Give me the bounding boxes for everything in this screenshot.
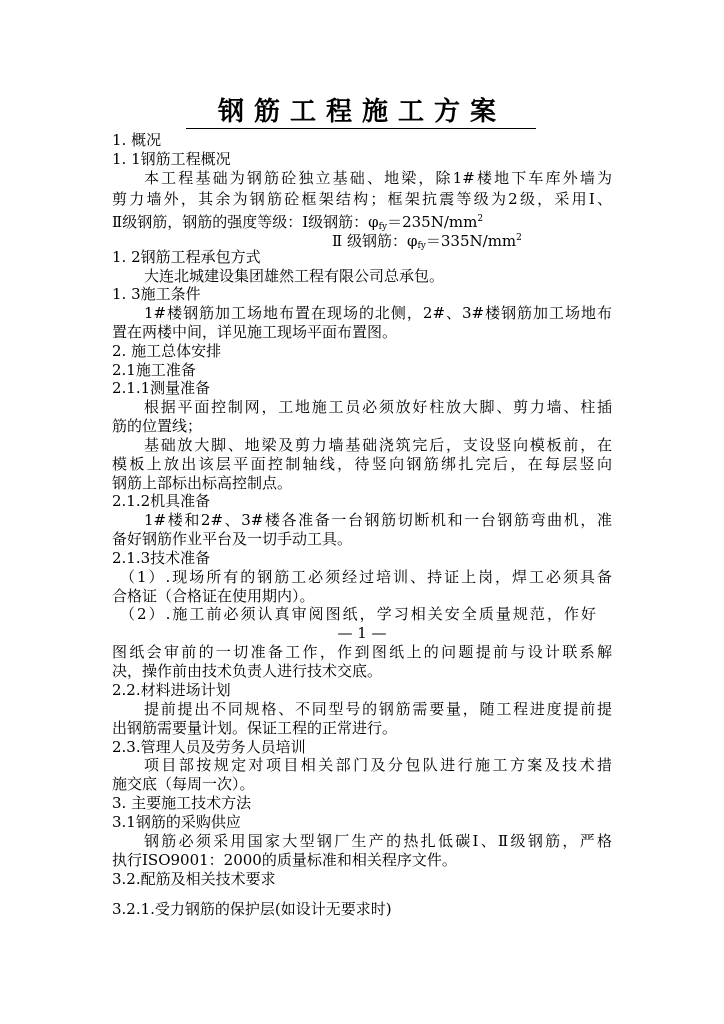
paragraph-line: 执行ISO9001：2000的质量标准和相关程序文件。 bbox=[112, 851, 457, 869]
grade-value: ＝335N/mm bbox=[425, 232, 517, 250]
grade-sub: fy bbox=[417, 241, 426, 251]
paragraph-line: 钢筋必须采用国家大型钢厂生产的热扎低碳Ⅰ、Ⅱ级钢筋，严格 bbox=[144, 832, 612, 850]
heading-2-2: 2.2.材料进场计划 bbox=[112, 681, 231, 699]
heading-2-1-1: 2.1.1测量准备 bbox=[112, 379, 211, 397]
grade-sup: 2 bbox=[516, 233, 522, 243]
paragraph-line: 决，操作前由技术负责人进行技术交底。 bbox=[112, 662, 383, 680]
heading-1-3: 1. 3施工条件 bbox=[112, 285, 201, 303]
document-title: 钢筋工程施工方案 bbox=[217, 97, 506, 127]
heading-1-1: 1. 1钢筋工程概况 bbox=[112, 150, 231, 168]
heading-3: 3. 主要施工技术方法 bbox=[112, 794, 252, 812]
paragraph-line: （1）.现场所有的钢筋工必须经过培训、持证上岗，焊工必须具备 bbox=[120, 568, 612, 586]
grade-text: Ⅱ级钢筋，钢筋的强度等级：Ⅰ级钢筋：φ bbox=[112, 213, 379, 231]
heading-2-1-2: 2.1.2机具准备 bbox=[112, 492, 211, 510]
grade-sub: fy bbox=[378, 222, 388, 232]
paragraph-line: 根据平面控制网，工地施工员必须放好柱放大脚、剪力墙、柱插 bbox=[144, 398, 612, 416]
grade-text: Ⅱ 级钢筋：φ bbox=[332, 232, 418, 250]
grade-sup: 2 bbox=[477, 214, 484, 224]
paragraph-line: 钢筋上部标出标高控制点。 bbox=[112, 474, 293, 492]
page-number: — 1 — bbox=[337, 624, 387, 642]
paragraph-line: 模板上放出该层平面控制轴线，待竖向钢筋绑扎完后，在每层竖向 bbox=[112, 455, 612, 473]
heading-3-1: 3.1钢筋的采购供应 bbox=[112, 813, 241, 831]
paragraph-line: 1#楼钢筋加工场地布置在现场的北侧，2#、3#楼钢筋加工场地布 bbox=[144, 304, 612, 322]
paragraph-line: （2）.施工前必须认真审阅图纸，学习相关安全质量规范，作好 bbox=[120, 605, 596, 623]
heading-2-1: 2.1施工准备 bbox=[112, 361, 196, 379]
heading-3-2: 3.2.配筋及相关技术要求 bbox=[112, 870, 276, 888]
paragraph-line: 合格证（合格证在使用期内）。 bbox=[112, 587, 315, 605]
paragraph-line: 本工程基础为钢筋砼独立基础、地梁，除1#楼地下车库外墙为 bbox=[144, 169, 612, 187]
paragraph-line: 筋的位置线； bbox=[112, 417, 203, 435]
paragraph-line: 出钢筋需要量计划。保证工程的正常进行。 bbox=[112, 719, 398, 737]
paragraph-line: 备好钢筋作业平台及一切手动工具。 bbox=[112, 530, 353, 548]
paragraph-line: 大连北城建设集团雄然工程有限公司总承包。 bbox=[144, 267, 445, 285]
paragraph-line: 剪力墙外，其余为钢筋砼框架结构；框架抗震等级为2级，采用Ⅰ、 bbox=[112, 190, 612, 208]
grade-value: ＝235N/mm bbox=[387, 213, 478, 231]
heading-2-3: 2.3.管理人员及劳务人员培训 bbox=[112, 738, 306, 756]
paragraph-line: 施交底（每周一次）。 bbox=[112, 775, 255, 793]
heading-1-2: 1. 2钢筋工程承包方式 bbox=[112, 248, 261, 266]
heading-2: 2. 施工总体安排 bbox=[112, 342, 222, 360]
paragraph-line: 项目部按规定对项目相关部门及分包队进行施工方案及技术措 bbox=[144, 756, 612, 774]
paragraph-line: 基础放大脚、地梁及剪力墙基础浇筑完后，支设竖向模板前，在 bbox=[144, 436, 612, 454]
paragraph-line: 置在两楼中间，详见施工现场平面布置图。 bbox=[112, 323, 398, 341]
heading-3-2-1: 3.2.1.受力钢筋的保护层(如设计无要求时) bbox=[112, 900, 392, 918]
paragraph-line: 1#楼和2#、3#楼各准备一台钢筋切断机和一台钢筋弯曲机，准 bbox=[144, 511, 612, 529]
paragraph-line: 图纸会审前的一切准备工作，作到图纸上的问题提前与设计联系解 bbox=[112, 643, 612, 661]
heading-1: 1. 概况 bbox=[112, 131, 162, 149]
paragraph-line: 提前提出不同规格、不同型号的钢筋需要量，随工程进度提前提 bbox=[144, 700, 612, 718]
heading-2-1-3: 2.1.3技术准备 bbox=[112, 549, 211, 567]
